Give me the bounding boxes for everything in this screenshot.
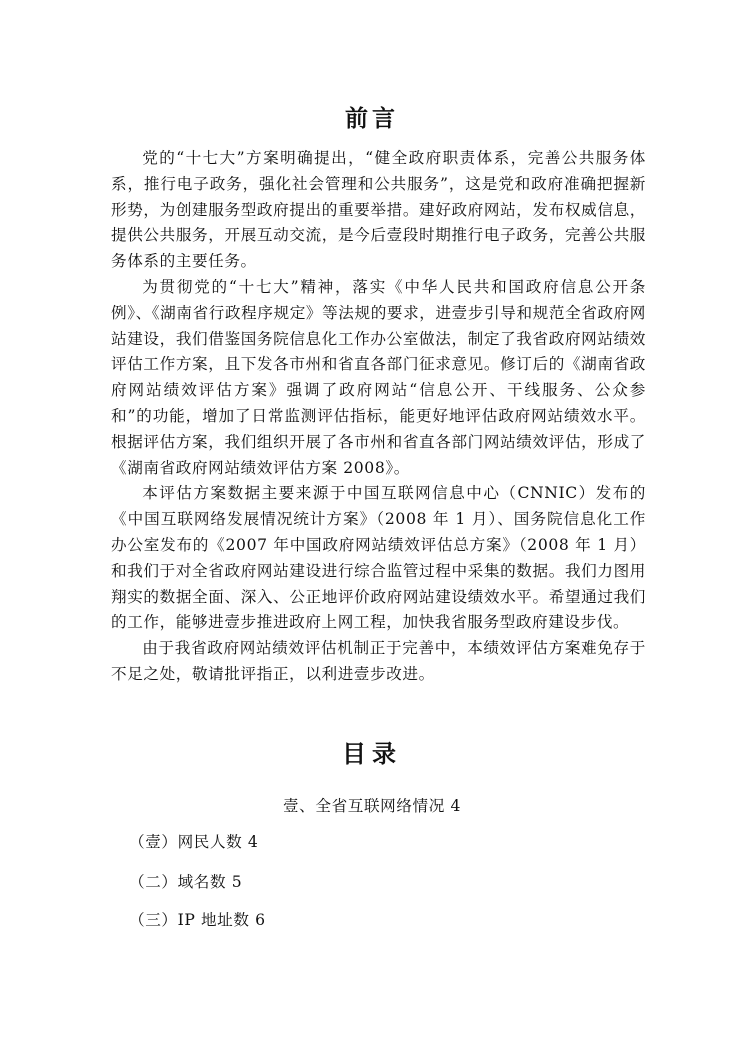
preface-title: 前言: [345, 105, 399, 132]
toc-entry-main[interactable]: 壹、全省互联网络情况 4: [282, 797, 461, 815]
preface-paragraph-4: 由于我省政府网站绩效评估机制正于完善中，本绩效评估方案难免存于不足之处，敬请批评指正，以利进壹步改进。: [111, 639, 646, 683]
toc-entry-sub-2[interactable]: （二）域名数 5: [129, 873, 243, 891]
toc-entry-sub-1[interactable]: （壹）网民人数 4: [129, 833, 259, 851]
preface-body: [111, 146, 646, 688]
toc-entry-sub-3[interactable]: （三）IP 地址数 6: [129, 911, 266, 929]
preface-paragraph-3: 本评估方案数据主要来源于中国互联网信息中心（CNNIC）发布的《中国互联网络发展情况统计方案》（2008 年 1 月）、国务院信息化工作办公室发布的《2007 年中国政府网站绩效评估总方案》（2008 年 1 月）和我们于对全省政府网站建设进行综合监管过程中采集的数据。我们力图用翔实的数据全面、深入、公正地评价政府网站建设绩效水平。希望通过我们的工作，能够进壹步推进政府上网工程，加快我省服务型政府建设步伐。: [111, 484, 646, 632]
preface-paragraph-1: 党的“十七大”方案明确提出，“健全政府职责体系，完善公共服务体系，推行电子政务，强化社会管理和公共服务”，这是党和政府准确把握新形势，为创建服务型政府提出的重要举措。建好政府网站，发布权威信息，提供公共服务，开展互动交流，是今后壹段时期推行电子政务，完善公共服务体系的主要任务。: [111, 149, 646, 271]
preface-paragraph-2: 为贯彻党的“十七大”精神，落实《中华人民共和国政府信息公开条例》、《湖南省行政程序规定》等法规的要求，进壹步引导和规范全省政府网站建设，我们借鉴国务院信息化工作办公室做法，制定了我省政府网站绩效评估工作方案，且下发各市州和省直各部门征求意见。修订后的《湖南省政府网站绩效评估方案》强调了政府网站“信息公开、干线服务、公众参和”的功能，增加了日常监测评估指标，能更好地评估政府网站绩效水平。根据评估方案，我们组织开展了各市州和省直各部门网站绩效评估，形成了《湖南省政府网站绩效评估方案 2008》。: [111, 277, 646, 477]
toc-title: 目录: [342, 739, 402, 768]
